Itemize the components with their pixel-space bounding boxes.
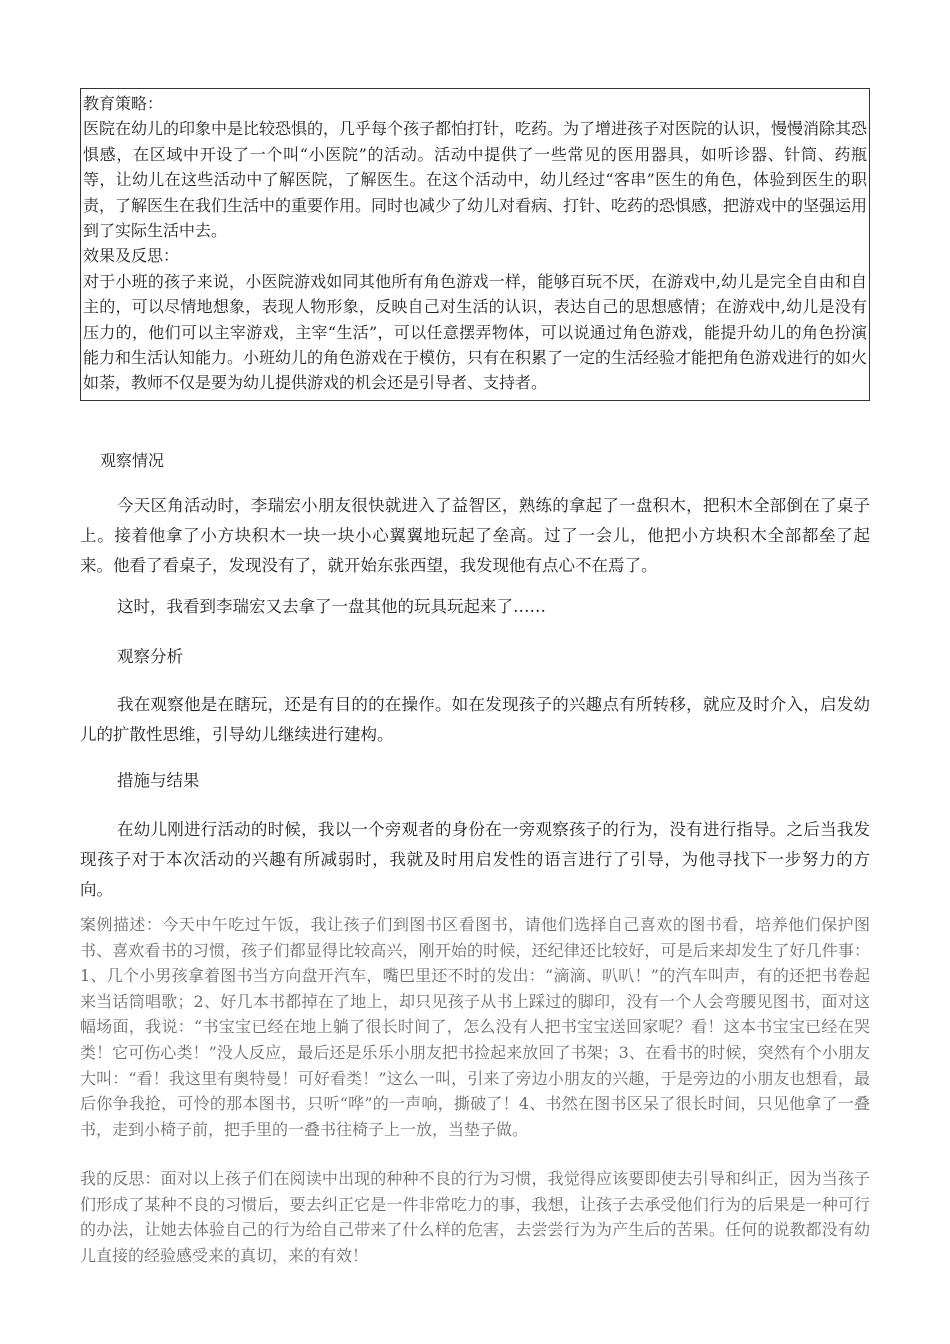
observation-paragraph: 今天区角活动时，李瑞宏小朋友很快就进入了益智区，熟练的拿起了一盘积木，把积木全部倒在了桌子上。接着他拿了小方块积木一块一块小心翼翼地玩起了垒高。过了一会儿，他把小方块积木全部都垒了起来。他看了看桌子，发现没有了，就开始东张西望，我发现他有点心不在焉了。	[80, 496, 870, 575]
case-description: 案例描述：今天中午吃过午饭，我让孩子们到图书区看图书，请他们选择自己喜欢的图书看，培养他们保护图书、喜欢看书的习惯，孩子们都显得比较高兴，刚开始的时候，还纪律还比较好，可是后来却发生了好几件事：1、几个小男孩拿着图书当方向盘开汽车，嘴巴里还不时的发出：“滴滴、叭叭！”的汽车叫声，有的还把书卷起来当话筒唱歌；2、好几本书都掉在了地上，却只见孩子从书上踩过的脚印，没有一个人会弯腰见图书，面对这幅场面，我说：“书宝宝已经在地上躺了很长时间了，怎么没有人把书宝宝送回家呢？看！这本书宝宝已经在哭类！它可伤心类！”没人反应，最后还是乐乐小朋友把书捡起来放回了书架；3、在看书的时候，突然有个小朋友大叫：“看！我这里有奥特曼！可好看类！”这么一叫，引来了旁边小朋友的兴趣，于是旁边的小朋友也想看，最后你争我抢，可怜的那本图书，只听“哗”的一声响，撕破了！4、书然在图书区呆了很长时间，只见他拿了一叠书，走到小椅子前，把手里的一叠书往椅子上一放，当垫子做。	[80, 915, 870, 1139]
reflection-body: 对于小班的孩子来说，小医院游戏如同其他所有角色游戏一样，能够百玩不厌，在游戏中,幼儿是完全自由和自主的，可以尽情地想象，表现人物形象，反映自己对生活的认识，表达自己的思想感情；在游戏中,幼儿是没有压力的，他们可以主宰游戏，主宰“生活”，可以任意摆弄物体，可以说通过角色游戏，能提升幼儿的角色扮演能力和生活认知能力。小班幼儿的角色游戏在于模仿，只有在积累了一定的生活经验才能把角色游戏进行的如火如荼，教师不仅是要为幼儿提供游戏的机会还是引导者、支持者。	[83, 271, 868, 393]
measures-title: 措施与结果	[117, 771, 200, 790]
reflection-heading: 效果及反思：	[83, 246, 180, 266]
strategy-body: 医院在幼儿的印象中是比较恐惧的，几乎每个孩子都怕打针，吃药。为了增进孩子对医院的认识，慢慢消除其恐惧感，在区域中开设了一个叫“小医院”的活动。活动中提供了一些常见的医用器具，如听诊器、针筒、药瓶等，让幼儿在这些活动中了解医院，了解医生。在这个活动中，幼儿经过“客串”医生的角色，体验到医生的职责，了解医生在我们生活中的重要作用。同时也减少了幼儿对看病、打针、吃药的恐惧感，把游戏中的坚强运用到了实际生活中去。	[83, 119, 868, 241]
strategy-box	[80, 88, 870, 401]
analysis-paragraph: 我在观察他是在瞎玩，还是有目的的在操作。如在发现孩子的兴趣点有所转移，就应及时介入，启发幼儿的扩散性思维，引导幼儿继续进行建构。	[80, 695, 870, 744]
observation-title: 观察情况	[100, 451, 165, 470]
analysis-title: 观察分析	[117, 647, 183, 666]
observation-followup: 这时，我看到李瑞宏又去拿了一盘其他的玩具玩起来了……	[117, 597, 546, 616]
measures-paragraph: 在幼儿刚进行活动的时候，我以一个旁观者的身份在一旁观察孩子的行为，没有进行指导。之后当我发现孩子对于本次活动的兴趣有所减弱时，我就及时用启发性的语言进行了引导，为他寻找下一步努力的方向。	[80, 820, 870, 899]
strategy-heading: 教育策略：	[83, 94, 164, 113]
case-reflection: 我的反思：面对以上孩子们在阅读中出现的种种不良的行为习惯，我觉得应该要即使去引导和纠正，因为当孩子们形成了某种不良的习惯后，要去纠正它是一件非常吃力的事，我想，让孩子去承受他们行为的后果是一种可行的办法，让她去体验自己的行为给自己带来了什么样的危害，去尝尝行为为产生后的苦果。任何的说教都没有幼儿直接的经验感受来的真切，来的有效！	[80, 1169, 870, 1265]
